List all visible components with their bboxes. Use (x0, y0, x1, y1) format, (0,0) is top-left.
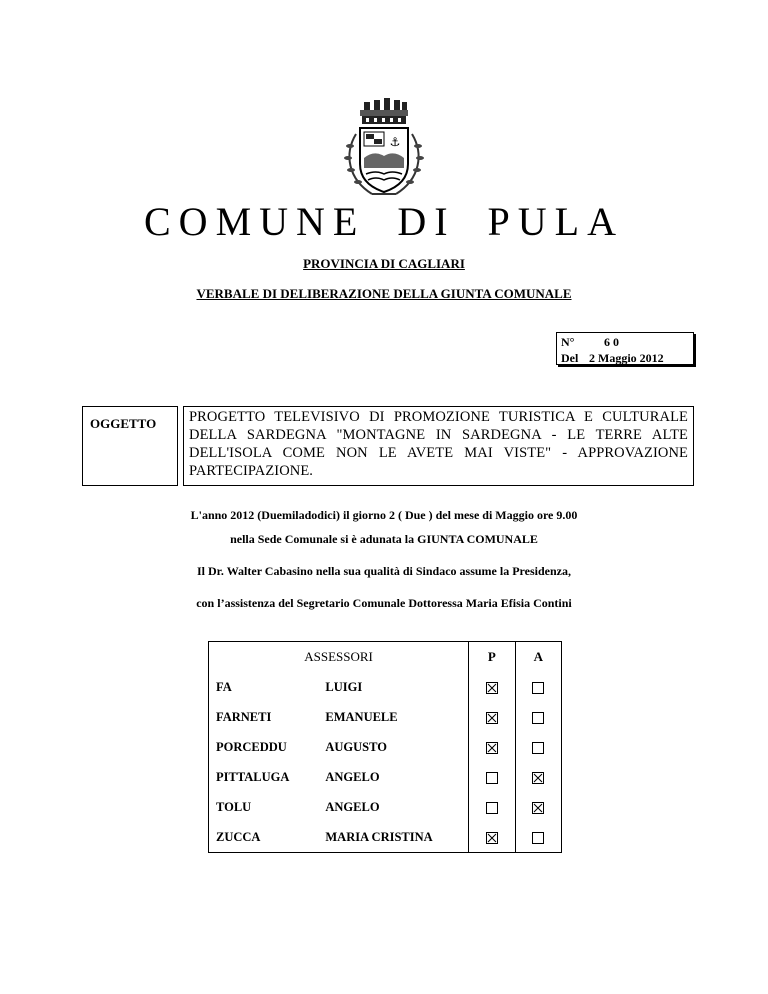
attendance-rows (209, 672, 562, 853)
attendance-row (209, 702, 562, 732)
president-line: Il Dr. Walter Cabasino nella sua qualità di Sindaco assume la Presidenza, (197, 564, 571, 578)
empty-box-icon (469, 792, 515, 822)
empty-box-icon (469, 762, 515, 792)
empty-box-icon (515, 732, 561, 762)
checked-box-icon (515, 762, 561, 792)
assessor-surname: ZUCCA (216, 829, 261, 844)
date-label: Del (561, 351, 579, 365)
deliberation-number-box (556, 332, 694, 365)
deliberation-date: 2 Maggio 2012 (589, 351, 664, 365)
checked-box-icon (515, 792, 561, 822)
assessor-name: LUIGI (325, 679, 363, 694)
assessor-surname: PITTALUGA (216, 769, 290, 784)
subject-label: OGGETTO (82, 406, 178, 486)
meeting-place-line: nella Sede Comunale si è adunata la GIUNTA COMUNALE (230, 532, 538, 546)
svg-text:⚓: ⚓ (389, 135, 401, 149)
number-label: N° (561, 335, 575, 349)
assessor-name: MARIA CRISTINA (325, 829, 433, 844)
attendance-row (209, 822, 562, 853)
province-heading: PROVINCIA DI CAGLIARI (303, 256, 465, 271)
municipality-title: COMUNE DI PULA (144, 199, 624, 244)
coat-of-arms-icon (326, 94, 442, 204)
assessor-surname: TOLU (216, 799, 252, 814)
document-type-heading: VERBALE DI DELIBERAZIONE DELLA GIUNTA COMUNALE (196, 286, 572, 301)
present-header: P (469, 642, 515, 673)
assessor-name: EMANUELE (325, 709, 398, 724)
attendance-row (209, 792, 562, 822)
attendance-table (208, 641, 562, 853)
deliberation-number: 6 0 (604, 335, 619, 349)
assessor-surname: FARNETI (216, 709, 272, 724)
meeting-date-line: L'anno 2012 (Duemiladodici) il giorno 2 ( Due ) del mese di Maggio ore 9.00 (190, 508, 578, 522)
absent-header: A (515, 642, 561, 673)
attendance-header-row (209, 642, 562, 673)
subject-text: PROGETTO TELEVISIVO DI PROMOZIONE TURISTICA E CULTURALE DELLA SARDEGNA "MONTAGNE IN SARDEGNA - LE TERRE ALTE DELL'ISOLA COME NON LE AVETE MAI VISTE" - APPROVAZIONE PARTECIPAZIONE. (183, 406, 694, 486)
checked-box-icon (469, 732, 515, 762)
assessor-surname: PORCEDDU (216, 739, 287, 754)
checked-box-icon (469, 672, 515, 702)
attendance-row (209, 672, 562, 702)
attendance-row (209, 732, 562, 762)
assessor-name: AUGUSTO (325, 739, 387, 754)
empty-box-icon (515, 822, 561, 853)
assessor-surname: FA (216, 679, 232, 694)
assessor-name: ANGELO (325, 769, 380, 784)
assessor-name: ANGELO (325, 799, 380, 814)
checked-box-icon (469, 702, 515, 732)
secretary-line: con l’assistenza del Segretario Comunale Dottoressa Maria Efisia Contini (196, 596, 572, 610)
empty-box-icon (515, 672, 561, 702)
assessori-header: ASSESSORI (304, 649, 373, 664)
empty-box-icon (515, 702, 561, 732)
checked-box-icon (469, 822, 515, 853)
attendance-row (209, 762, 562, 792)
